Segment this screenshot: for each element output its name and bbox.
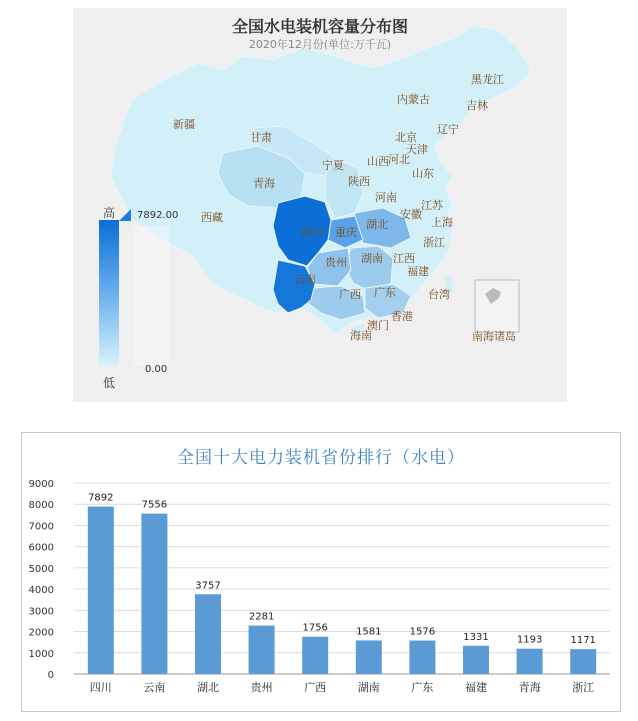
x-category-label: 广西: [304, 681, 327, 694]
province-label: 云南: [294, 273, 316, 286]
province-label: 江苏: [421, 199, 443, 212]
province-label: 山东: [412, 167, 434, 180]
bar-value-label: 1576: [409, 626, 436, 638]
province-label: 福建: [407, 265, 429, 278]
bar-chart: [22, 433, 620, 711]
map-title: 全国水电装机容量分布图: [231, 17, 408, 36]
bar-value-label: 1756: [302, 622, 328, 634]
bar[interactable]: [195, 594, 221, 674]
legend-gradient-bar[interactable]: [99, 220, 119, 366]
bar[interactable]: [570, 649, 596, 674]
x-category-label: 贵州: [250, 681, 273, 694]
legend-max-value: 7892.00: [137, 210, 179, 221]
y-tick-label: 2000: [28, 627, 54, 639]
province-label: 陕西: [348, 175, 370, 188]
y-tick-label: 6000: [28, 542, 54, 554]
x-category-label: 湖南: [357, 681, 380, 694]
province-label: 甘肃: [250, 131, 272, 144]
province-label: 宁夏: [322, 159, 344, 172]
province-label: 上海: [431, 216, 453, 229]
province-label: 内蒙古: [397, 93, 430, 106]
province-label: 天津: [406, 143, 428, 156]
legend-shadow: [133, 226, 169, 366]
bars-layer: [88, 507, 596, 674]
x-category-label: 四川: [89, 681, 112, 694]
bar-value-label: 1581: [356, 626, 382, 638]
x-category-label: 广东: [411, 681, 434, 694]
y-tick-label: 4000: [28, 585, 54, 597]
bar-value-label: 1193: [516, 634, 543, 646]
y-tick-label: 8000: [28, 500, 54, 512]
province-label: 贵州: [325, 256, 347, 269]
bar[interactable]: [517, 649, 543, 674]
province-label: 新疆: [173, 118, 195, 131]
province-label: 河北: [388, 153, 410, 166]
province-label: 山西: [367, 155, 389, 168]
province-label: 安徽: [400, 208, 422, 221]
province-label: 湖南: [361, 252, 383, 265]
province-label: 南海诸岛: [472, 330, 516, 343]
y-tick-label: 9000: [28, 479, 54, 490]
legend-low-label: 低: [103, 376, 116, 390]
legend-high-label: 高: [103, 206, 116, 220]
province-label: 四川: [301, 226, 323, 239]
y-tick-label: 1000: [28, 648, 54, 660]
legend-handle-icon[interactable]: [119, 209, 131, 221]
province-label: 辽宁: [437, 123, 459, 136]
province-label: 香港: [391, 310, 413, 323]
bar-value-label: 2281: [248, 611, 275, 623]
bar-chart-title: 全国十大电力装机省份排行（水电）: [177, 448, 465, 468]
province-label: 江西: [393, 252, 415, 265]
south-china-sea-inset: [475, 280, 519, 332]
x-category-label: 云南: [143, 681, 166, 694]
bar[interactable]: [463, 646, 489, 674]
x-category-label: 浙江: [572, 681, 595, 694]
province-label: 湖北: [366, 218, 388, 231]
bar-value-label: 1171: [570, 635, 596, 647]
bar[interactable]: [141, 514, 167, 674]
bar-value-label: 7556: [141, 499, 168, 511]
bar[interactable]: [302, 637, 328, 674]
y-tick-label: 3000: [28, 606, 54, 618]
bar[interactable]: [356, 640, 382, 674]
province-label: 广东: [374, 286, 396, 299]
x-category-label: 福建: [465, 681, 487, 694]
x-category-label: 湖北: [197, 681, 219, 694]
x-category-label: 青海: [518, 681, 541, 694]
province-label: 北京: [395, 131, 417, 144]
province-label: 西藏: [201, 211, 223, 224]
bar-chart-panel: [21, 432, 621, 712]
bar[interactable]: [88, 507, 114, 674]
province-label: 澳门: [367, 319, 389, 332]
province-label: 海南: [350, 329, 372, 342]
province-label: 浙江: [423, 236, 445, 249]
bar[interactable]: [249, 626, 275, 674]
bar-value-label: 1331: [463, 631, 489, 643]
y-tick-label: 7000: [28, 521, 54, 533]
province-label: 吉林: [466, 99, 488, 112]
map-subtitle: 2020年12月份(单位:万千瓦): [248, 38, 392, 51]
province-label: 广西: [339, 288, 361, 301]
map-panel: [73, 8, 567, 402]
legend-min-value: 0.00: [145, 364, 168, 375]
province-label: 河南: [375, 191, 397, 204]
bar-value-label: 7892: [88, 492, 114, 504]
bar[interactable]: [409, 641, 435, 674]
y-tick-label: 0: [47, 670, 54, 681]
y-tick-label: 5000: [28, 563, 54, 575]
province-label: 青海: [253, 177, 275, 190]
province-label: 台湾: [428, 288, 450, 301]
province-label: 黑龙江: [471, 73, 504, 86]
bar-value-label: 3757: [195, 580, 221, 592]
province-label: 重庆: [335, 226, 357, 239]
